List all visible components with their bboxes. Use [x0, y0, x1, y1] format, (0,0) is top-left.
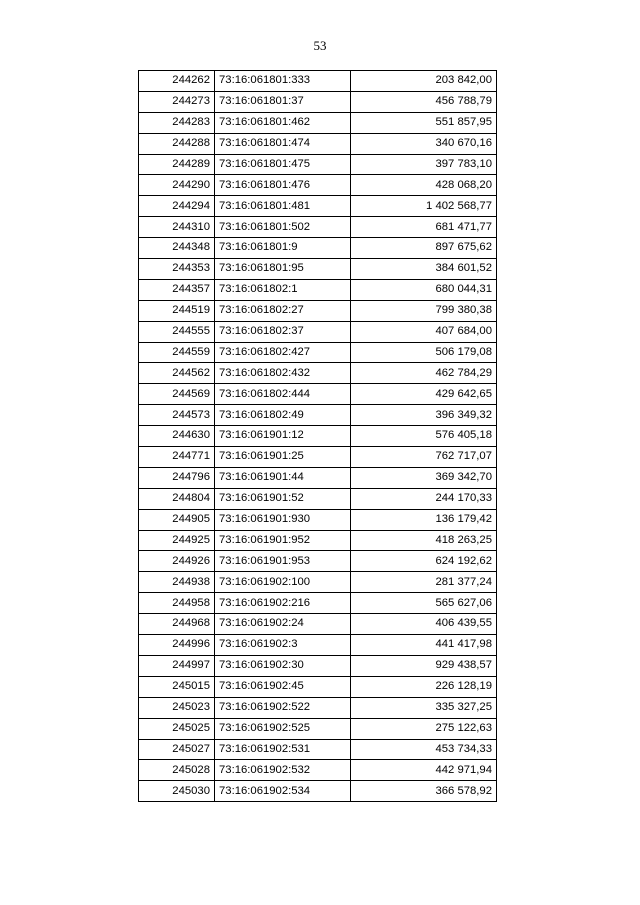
cadastral-number-cell: 73:16:061901:12	[215, 426, 351, 447]
table-row	[139, 384, 497, 405]
table-row	[139, 509, 497, 530]
cadastral-value-cell: 418 263,25	[351, 530, 497, 551]
row-number-cell: 244938	[139, 572, 215, 593]
cadastral-value-cell: 680 044,31	[351, 279, 497, 300]
row-number-cell: 244796	[139, 467, 215, 488]
cadastral-number-cell: 73:16:061902:3	[215, 635, 351, 656]
cadastral-number-cell: 73:16:061802:1	[215, 279, 351, 300]
cadastral-number-cell: 73:16:061902:531	[215, 739, 351, 760]
table-row	[139, 614, 497, 635]
cadastral-number-cell: 73:16:061902:522	[215, 697, 351, 718]
cadastral-value-cell: 406 439,55	[351, 614, 497, 635]
row-number-cell: 244968	[139, 614, 215, 635]
cadastral-value-cell: 384 601,52	[351, 259, 497, 280]
table-row	[139, 551, 497, 572]
cadastral-number-cell: 73:16:061801:37	[215, 91, 351, 112]
cadastral-value-cell: 462 784,29	[351, 363, 497, 384]
row-number-cell: 244288	[139, 133, 215, 154]
cadastral-number-cell: 73:16:061901:952	[215, 530, 351, 551]
cadastral-value-cell: 506 179,08	[351, 342, 497, 363]
row-number-cell: 244348	[139, 238, 215, 259]
cadastral-value-cell: 335 327,25	[351, 697, 497, 718]
cadastral-number-cell: 73:16:061801:95	[215, 259, 351, 280]
cadastral-value-cell: 244 170,33	[351, 488, 497, 509]
cadastral-value-cell: 762 717,07	[351, 447, 497, 468]
cadastral-value-cell: 396 349,32	[351, 405, 497, 426]
cadastral-value-cell: 366 578,92	[351, 781, 497, 802]
table-row	[139, 154, 497, 175]
cadastral-number-cell: 73:16:061901:953	[215, 551, 351, 572]
table-row	[139, 405, 497, 426]
table-row	[139, 635, 497, 656]
cadastral-value-cell: 897 675,62	[351, 238, 497, 259]
row-number-cell: 244905	[139, 509, 215, 530]
table-row	[139, 572, 497, 593]
row-number-cell: 245015	[139, 676, 215, 697]
table-row	[139, 739, 497, 760]
table-body	[139, 71, 497, 802]
cadastral-value-cell: 369 342,70	[351, 467, 497, 488]
cadastral-value-cell: 1 402 568,77	[351, 196, 497, 217]
cadastral-value-cell: 428 068,20	[351, 175, 497, 196]
cadastral-number-cell: 73:16:061801:481	[215, 196, 351, 217]
cadastral-number-cell: 73:16:061901:52	[215, 488, 351, 509]
row-number-cell: 244771	[139, 447, 215, 468]
cadastral-value-cell: 275 122,63	[351, 718, 497, 739]
cadastral-number-cell: 73:16:061902:30	[215, 655, 351, 676]
table-row	[139, 447, 497, 468]
cadastral-number-cell: 73:16:061801:333	[215, 71, 351, 92]
table-row	[139, 676, 497, 697]
cadastral-value-cell: 453 734,33	[351, 739, 497, 760]
row-number-cell: 244997	[139, 655, 215, 676]
row-number-cell: 245023	[139, 697, 215, 718]
row-number-cell: 244357	[139, 279, 215, 300]
cadastral-number-cell: 73:16:061802:49	[215, 405, 351, 426]
table-row	[139, 175, 497, 196]
table-row	[139, 300, 497, 321]
cadastral-value-cell: 429 642,65	[351, 384, 497, 405]
row-number-cell: 244573	[139, 405, 215, 426]
table-row	[139, 321, 497, 342]
row-number-cell: 244804	[139, 488, 215, 509]
row-number-cell: 244555	[139, 321, 215, 342]
row-number-cell: 244630	[139, 426, 215, 447]
cadastral-number-cell: 73:16:061801:502	[215, 217, 351, 238]
cadastral-value-cell: 340 670,16	[351, 133, 497, 154]
cadastral-value-cell: 929 438,57	[351, 655, 497, 676]
table-row	[139, 279, 497, 300]
cadastral-number-cell: 73:16:061901:25	[215, 447, 351, 468]
table-row	[139, 259, 497, 280]
cadastral-value-cell: 136 179,42	[351, 509, 497, 530]
table-row	[139, 71, 497, 92]
row-number-cell: 244294	[139, 196, 215, 217]
row-number-cell: 245030	[139, 781, 215, 802]
cadastral-value-cell: 565 627,06	[351, 593, 497, 614]
table-row	[139, 593, 497, 614]
row-number-cell: 244569	[139, 384, 215, 405]
row-number-cell: 245028	[139, 760, 215, 781]
cadastral-value-cell: 281 377,24	[351, 572, 497, 593]
row-number-cell: 244273	[139, 91, 215, 112]
table-row	[139, 342, 497, 363]
page-number: 53	[313, 38, 327, 53]
cadastral-number-cell: 73:16:061902:216	[215, 593, 351, 614]
cadastral-number-cell: 73:16:061802:27	[215, 300, 351, 321]
row-number-cell: 244262	[139, 71, 215, 92]
cadastral-number-cell: 73:16:061801:476	[215, 175, 351, 196]
cadastral-value-cell: 407 684,00	[351, 321, 497, 342]
row-number-cell: 244562	[139, 363, 215, 384]
cadastral-value-cell: 397 783,10	[351, 154, 497, 175]
cadastral-value-cell: 624 192,62	[351, 551, 497, 572]
cadastral-value-cell: 681 471,77	[351, 217, 497, 238]
table-row	[139, 781, 497, 802]
cadastral-number-cell: 73:16:061902:45	[215, 676, 351, 697]
row-number-cell: 244958	[139, 593, 215, 614]
cadastral-number-cell: 73:16:061902:534	[215, 781, 351, 802]
table-row	[139, 91, 497, 112]
table-row	[139, 488, 497, 509]
cadastral-number-cell: 73:16:061801:462	[215, 112, 351, 133]
cadastral-number-cell: 73:16:061801:9	[215, 238, 351, 259]
cadastral-number-cell: 73:16:061801:475	[215, 154, 351, 175]
row-number-cell: 244519	[139, 300, 215, 321]
cadastral-value-cell: 799 380,38	[351, 300, 497, 321]
cadastral-number-cell: 73:16:061901:930	[215, 509, 351, 530]
cadastral-number-cell: 73:16:061902:525	[215, 718, 351, 739]
cadastral-number-cell: 73:16:061902:24	[215, 614, 351, 635]
cadastral-number-cell: 73:16:061902:532	[215, 760, 351, 781]
cadastral-value-cell: 203 842,00	[351, 71, 497, 92]
table-row	[139, 697, 497, 718]
table-row	[139, 238, 497, 259]
row-number-cell: 244926	[139, 551, 215, 572]
row-number-cell: 244559	[139, 342, 215, 363]
cadastral-value-cell: 442 971,94	[351, 760, 497, 781]
cadastral-number-cell: 73:16:061801:474	[215, 133, 351, 154]
cadastral-number-cell: 73:16:061902:100	[215, 572, 351, 593]
cadastral-number-cell: 73:16:061802:427	[215, 342, 351, 363]
row-number-cell: 244289	[139, 154, 215, 175]
table-row	[139, 196, 497, 217]
table-row	[139, 217, 497, 238]
table-row	[139, 133, 497, 154]
cadastral-value-cell: 576 405,18	[351, 426, 497, 447]
table-row	[139, 112, 497, 133]
table-row	[139, 426, 497, 447]
row-number-cell: 245025	[139, 718, 215, 739]
cadastral-number-cell: 73:16:061802:444	[215, 384, 351, 405]
table-row	[139, 718, 497, 739]
cadastral-value-cell: 551 857,95	[351, 112, 497, 133]
cadastral-number-cell: 73:16:061802:432	[215, 363, 351, 384]
row-number-cell: 244925	[139, 530, 215, 551]
cadastral-number-cell: 73:16:061802:37	[215, 321, 351, 342]
row-number-cell: 244310	[139, 217, 215, 238]
cadastral-number-cell: 73:16:061901:44	[215, 467, 351, 488]
table-row	[139, 363, 497, 384]
cadastral-value-cell: 456 788,79	[351, 91, 497, 112]
row-number-cell: 244353	[139, 259, 215, 280]
table-row	[139, 760, 497, 781]
cadastral-value-cell: 441 417,98	[351, 635, 497, 656]
row-number-cell: 244290	[139, 175, 215, 196]
cadastral-value-cell: 226 128,19	[351, 676, 497, 697]
table-row	[139, 530, 497, 551]
table-row	[139, 655, 497, 676]
row-number-cell: 245027	[139, 739, 215, 760]
table-row	[139, 467, 497, 488]
row-number-cell: 244283	[139, 112, 215, 133]
cadastral-value-table	[138, 70, 497, 802]
row-number-cell: 244996	[139, 635, 215, 656]
